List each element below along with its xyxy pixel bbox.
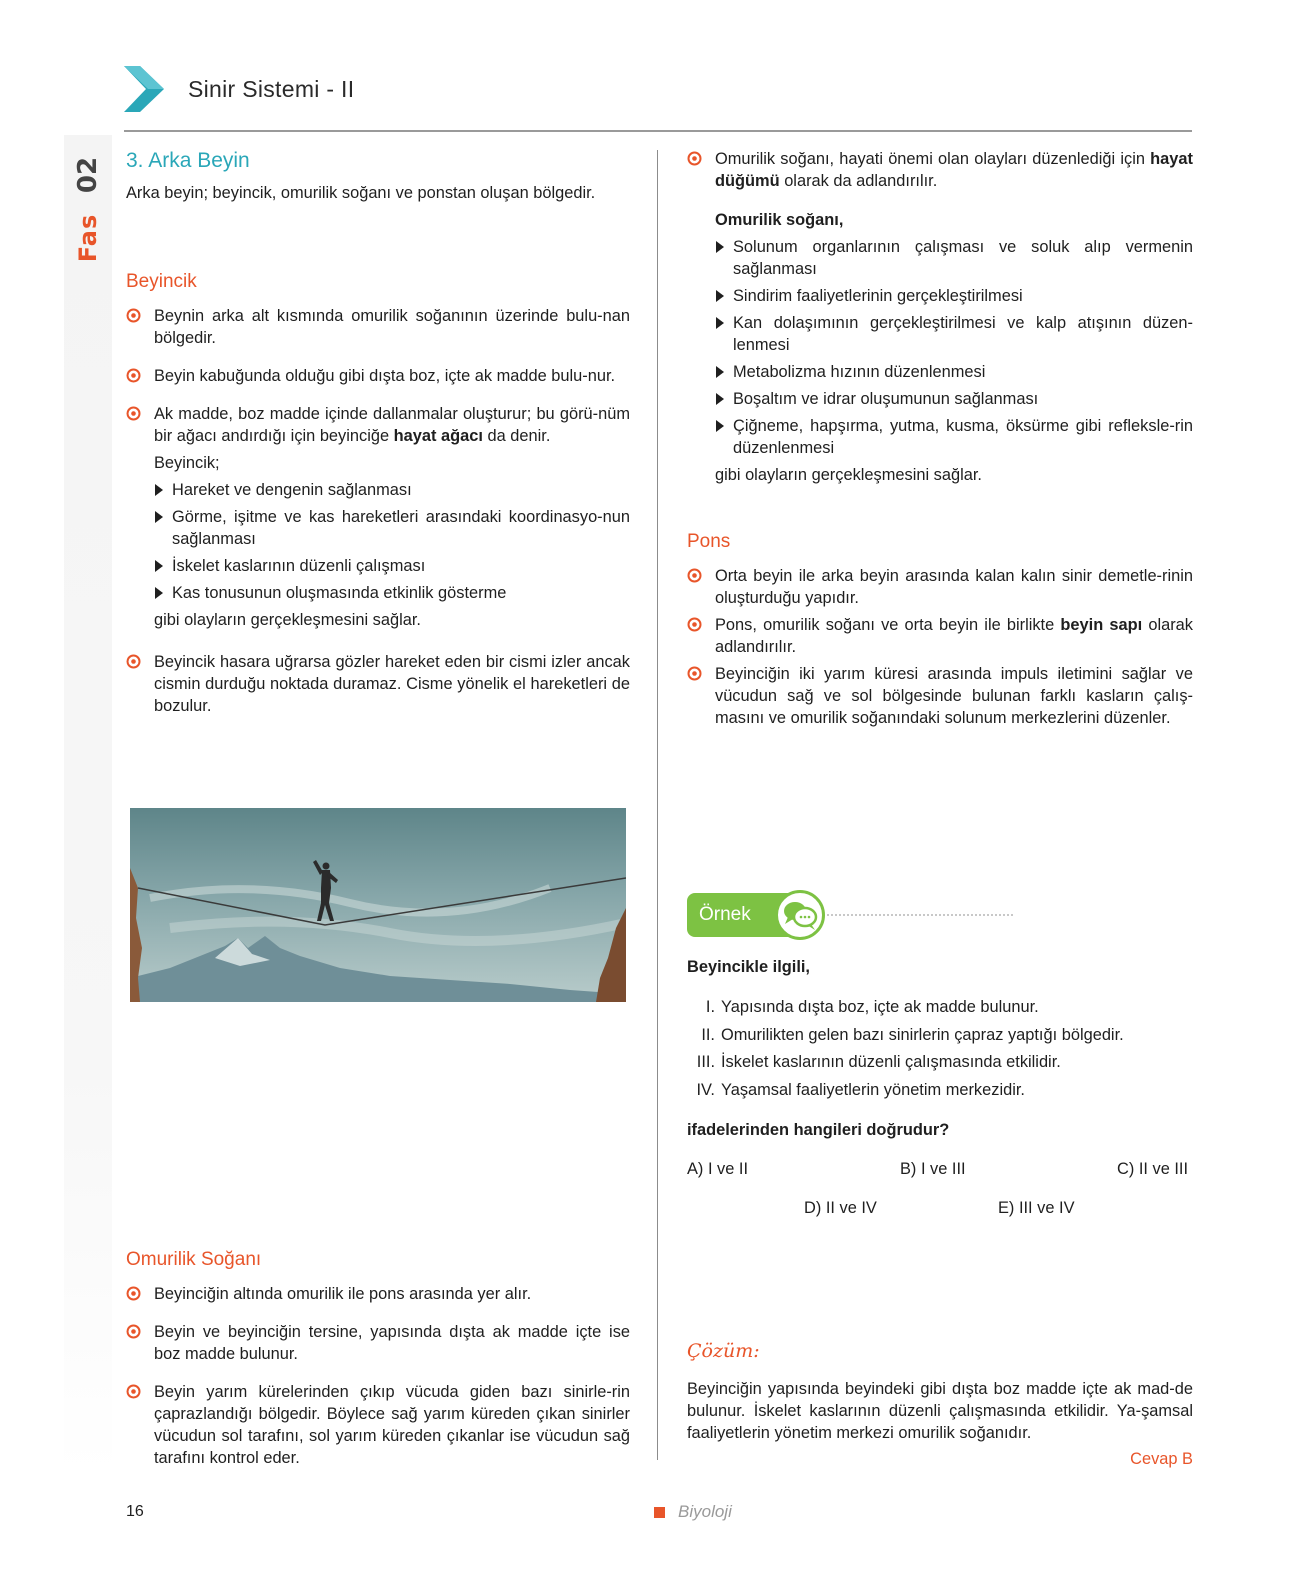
example-bubble [775, 890, 825, 940]
bullet-text: Ak madde, boz madde içinde dallanmalar oluşturur; bu görü-nüm bir ağacı andırdığı için beyinciğe [154, 405, 630, 445]
list-text: Kas tonusunun oluşmasında etkinlik gösterme [172, 584, 507, 602]
omurilik-bullet-1 [126, 1283, 630, 1305]
option-a: A) I ve II [687, 1160, 749, 1178]
bold-term: beyin sapı [1060, 616, 1143, 634]
speech-bubble-icon [778, 893, 822, 937]
beyincik-bullet-1 [126, 305, 630, 349]
triangle-right-icon [716, 317, 725, 329]
target-bullet-icon [687, 617, 702, 632]
omurilik-item-1 [715, 236, 1193, 280]
statement-number: III. [696, 1053, 715, 1071]
page-title: Sinir Sistemi - II [188, 76, 355, 102]
page-number: 16 [126, 1503, 144, 1520]
option-b: B) I ve III [900, 1160, 966, 1178]
triangle-right-icon [716, 420, 725, 432]
list-text: Metabolizma hızının düzenlenmesi [733, 363, 986, 381]
tightrope-walker-photo [130, 808, 626, 1002]
omurilik-item-2 [715, 285, 1193, 307]
side-band [64, 135, 112, 1475]
bullet-text: Beyinciğin altında omurilik ile pons arasında yer alır. [154, 1285, 532, 1303]
bullet-text: olarak da adlandırılır. [779, 172, 938, 190]
target-bullet-icon [126, 1286, 141, 1301]
statement-text: Omurilikten gelen bazı sinirlerin çapraz yaptığı bölgedir. [721, 1025, 1124, 1044]
footer-square-icon [654, 1507, 665, 1518]
list-text: Sindirim faaliyetlerinin gerçekleştirilmesi [733, 287, 1023, 305]
option-c: C) II ve III [1117, 1160, 1189, 1178]
question-prompt: ifadelerinden hangileri doğrudur? [687, 1121, 950, 1139]
column-divider [657, 150, 658, 1460]
target-bullet-icon [126, 654, 141, 669]
statement-number: I. [705, 998, 715, 1016]
bullet-text: Omurilik soğanı, hayati önemi olan olayları düzenlediği için [715, 150, 1151, 168]
statement-row [687, 1022, 1124, 1050]
omurilik-item-6 [715, 415, 1193, 459]
bullet-text: Beyin kabuğunda olduğu gibi dışta boz, içte ak madde bulu-nur. [154, 367, 616, 385]
beyincik-item-4 [154, 582, 630, 604]
statement-row [687, 1049, 1124, 1077]
bullet-text: Pons, omurilik soğanı ve orta beyin ile birlikte [715, 616, 1061, 634]
target-bullet-icon [126, 1324, 141, 1339]
pons-bullet-1 [687, 565, 1193, 609]
triangle-right-icon [155, 511, 164, 523]
beyincik-item-1 [154, 479, 630, 501]
statement-text: İskelet kaslarının düzenli çalışmasında etkilidir. [721, 1053, 1061, 1071]
pons-bullet-2 [687, 614, 1193, 658]
bold-term: hayat düğümü [715, 150, 1193, 190]
target-bullet-icon [126, 406, 141, 421]
beyincik-lead: Beyincik; [154, 454, 220, 472]
statement-text: Yapısında dışta boz, içte ak madde bulunur. [721, 998, 1039, 1016]
bullet-text: olarak adlandırılır. [715, 616, 1193, 656]
right-column [687, 148, 1193, 729]
triangle-right-icon [716, 290, 725, 302]
statement-number: II. [701, 1025, 715, 1044]
target-bullet-icon [687, 568, 702, 583]
answer-label: Cevap B [1130, 1450, 1193, 1468]
option-d: D) II ve IV [804, 1199, 877, 1217]
example-badge [687, 890, 1013, 940]
omurilik-heading: Omurilik Soğanı [126, 1249, 262, 1270]
omurilik-item-5 [715, 388, 1193, 410]
target-bullet-icon [126, 368, 141, 383]
omurilik-tail: gibi olayların gerçekleşmesini sağlar. [715, 466, 982, 484]
statement-row [687, 994, 1124, 1022]
beyincik-item-3 [154, 555, 630, 577]
bullet-text: Orta beyin ile arka beyin arasında kalan kalın sinir demetle-rinin oluşturduğu yapıdır. [715, 567, 1193, 607]
omurilik-bullet-3 [126, 1381, 630, 1469]
section-intro: Arka beyin; beyincik, omurilik soğanı ve ponstan oluşan bölgedir. [126, 184, 596, 202]
omurilik-bullet-2 [126, 1321, 630, 1365]
omurilik-subheading: Omurilik soğanı, [715, 211, 844, 229]
target-bullet-icon [126, 1384, 141, 1399]
beyincik-bullet-3 [126, 403, 630, 631]
left-column [126, 148, 630, 717]
bullet-text: Beyincik hasara uğrarsa gözler hareket eden bir cismi izler ancak cismin durduğu noktada duramaz. Cisme yönelik el hareketleri de bozulur. [154, 653, 630, 715]
triangle-right-icon [155, 560, 164, 572]
beyincik-tail: gibi olayların gerçekleşmesini sağlar. [154, 611, 421, 629]
bullet-text: Beyin ve beyinciğin tersine, yapısında dışta ak madde içte ise boz madde bulunur. [154, 1323, 630, 1363]
list-text: Boşaltım ve idrar oluşumunun sağlanması [733, 390, 1039, 408]
omurilik-item-4 [715, 361, 1193, 383]
question-stem: Beyincikle ilgili, [687, 958, 810, 976]
omurilik-node-bullet [687, 148, 1193, 486]
example-dotted-line [827, 914, 1013, 916]
subject-label: Biyoloji [678, 1502, 732, 1521]
chevron-right-icon [124, 66, 164, 112]
triangle-right-icon [155, 484, 164, 496]
bold-term: hayat ağacı [393, 427, 483, 445]
header-divider [124, 130, 1192, 132]
list-text: Görme, işitme ve kas hareketleri arasındaki koordinasyo-nun sağlanması [172, 508, 630, 548]
beyincik-bullet-4 [126, 651, 630, 717]
target-bullet-icon [687, 666, 702, 681]
bullet-text: da denir. [482, 427, 551, 445]
target-bullet-icon [687, 151, 702, 166]
triangle-right-icon [716, 241, 725, 253]
solution-title: Çözüm: [687, 1340, 760, 1362]
example-label: Örnek [699, 904, 751, 925]
omurilik-section [126, 1248, 630, 1469]
section-heading: 3. Arka Beyin [126, 149, 250, 172]
triangle-right-icon [716, 393, 725, 405]
bullet-text: Beyinciğin iki yarım küresi arasında impuls iletimini sağlar ve vücudun sağ ve sol bölgesinde bulunan farklı kasların çalış-masını ve omurilik soğanındaki solunum merkezlerini düzenler. [715, 665, 1193, 727]
statement-row [687, 1077, 1124, 1105]
fasikul-number: 02 [73, 156, 103, 194]
list-text: Hareket ve dengenin sağlanması [172, 481, 412, 499]
pons-heading: Pons [687, 531, 731, 552]
statement-number: IV. [696, 1080, 715, 1099]
omurilik-item-3 [715, 312, 1193, 356]
bullet-text: Beynin arka alt kısmında omurilik soğanının üzerinde bulu-nan bölgedir. [154, 307, 630, 347]
list-text: İskelet kaslarının düzenli çalışması [172, 557, 426, 575]
question-statements [687, 994, 1124, 1104]
list-text: Çiğneme, hapşırma, yutma, kusma, öksürme gibi refleksle-rin düzenlenmesi [733, 417, 1193, 457]
triangle-right-icon [716, 366, 725, 378]
statement-text: Yaşamsal faaliyetlerin yönetim merkezidir. [721, 1080, 1025, 1099]
list-text: Kan dolaşımının gerçekleştirilmesi ve kalp atışının düzen-lenmesi [733, 314, 1193, 354]
list-text: Solunum organlarının çalışması ve soluk alıp vermenin sağlanması [733, 238, 1193, 278]
option-e: E) III ve IV [998, 1199, 1075, 1217]
pons-bullet-3 [687, 663, 1193, 729]
fasikul-word: Fas [74, 213, 102, 263]
solution-text: Beyinciğin yapısında beyindeki gibi dışta boz madde içte ak mad-de bulunur. İskelet kaslarının düzenli çalışmasında etkilidir. Ya-şamsal faaliyetlerin yönetim merkezi omurilik soğanıdır. [687, 1380, 1193, 1442]
fasikul-tab [68, 150, 108, 263]
triangle-right-icon [155, 587, 164, 599]
bullet-text: Beyin yarım kürelerinden çıkıp vücuda giden bazı sinirle-rin çaprazlandığı bölgedir. Böylece sağ yarım küreden çıkan sinirler vücudun sol tarafını, sol yarım küreden çıkanlar ise vücudun sağ tarafını kontrol eder. [154, 1383, 630, 1467]
beyincik-heading: Beyincik [126, 271, 197, 292]
beyincik-bullet-2 [126, 365, 630, 387]
target-bullet-icon [126, 308, 141, 323]
beyincik-item-2 [154, 506, 630, 550]
